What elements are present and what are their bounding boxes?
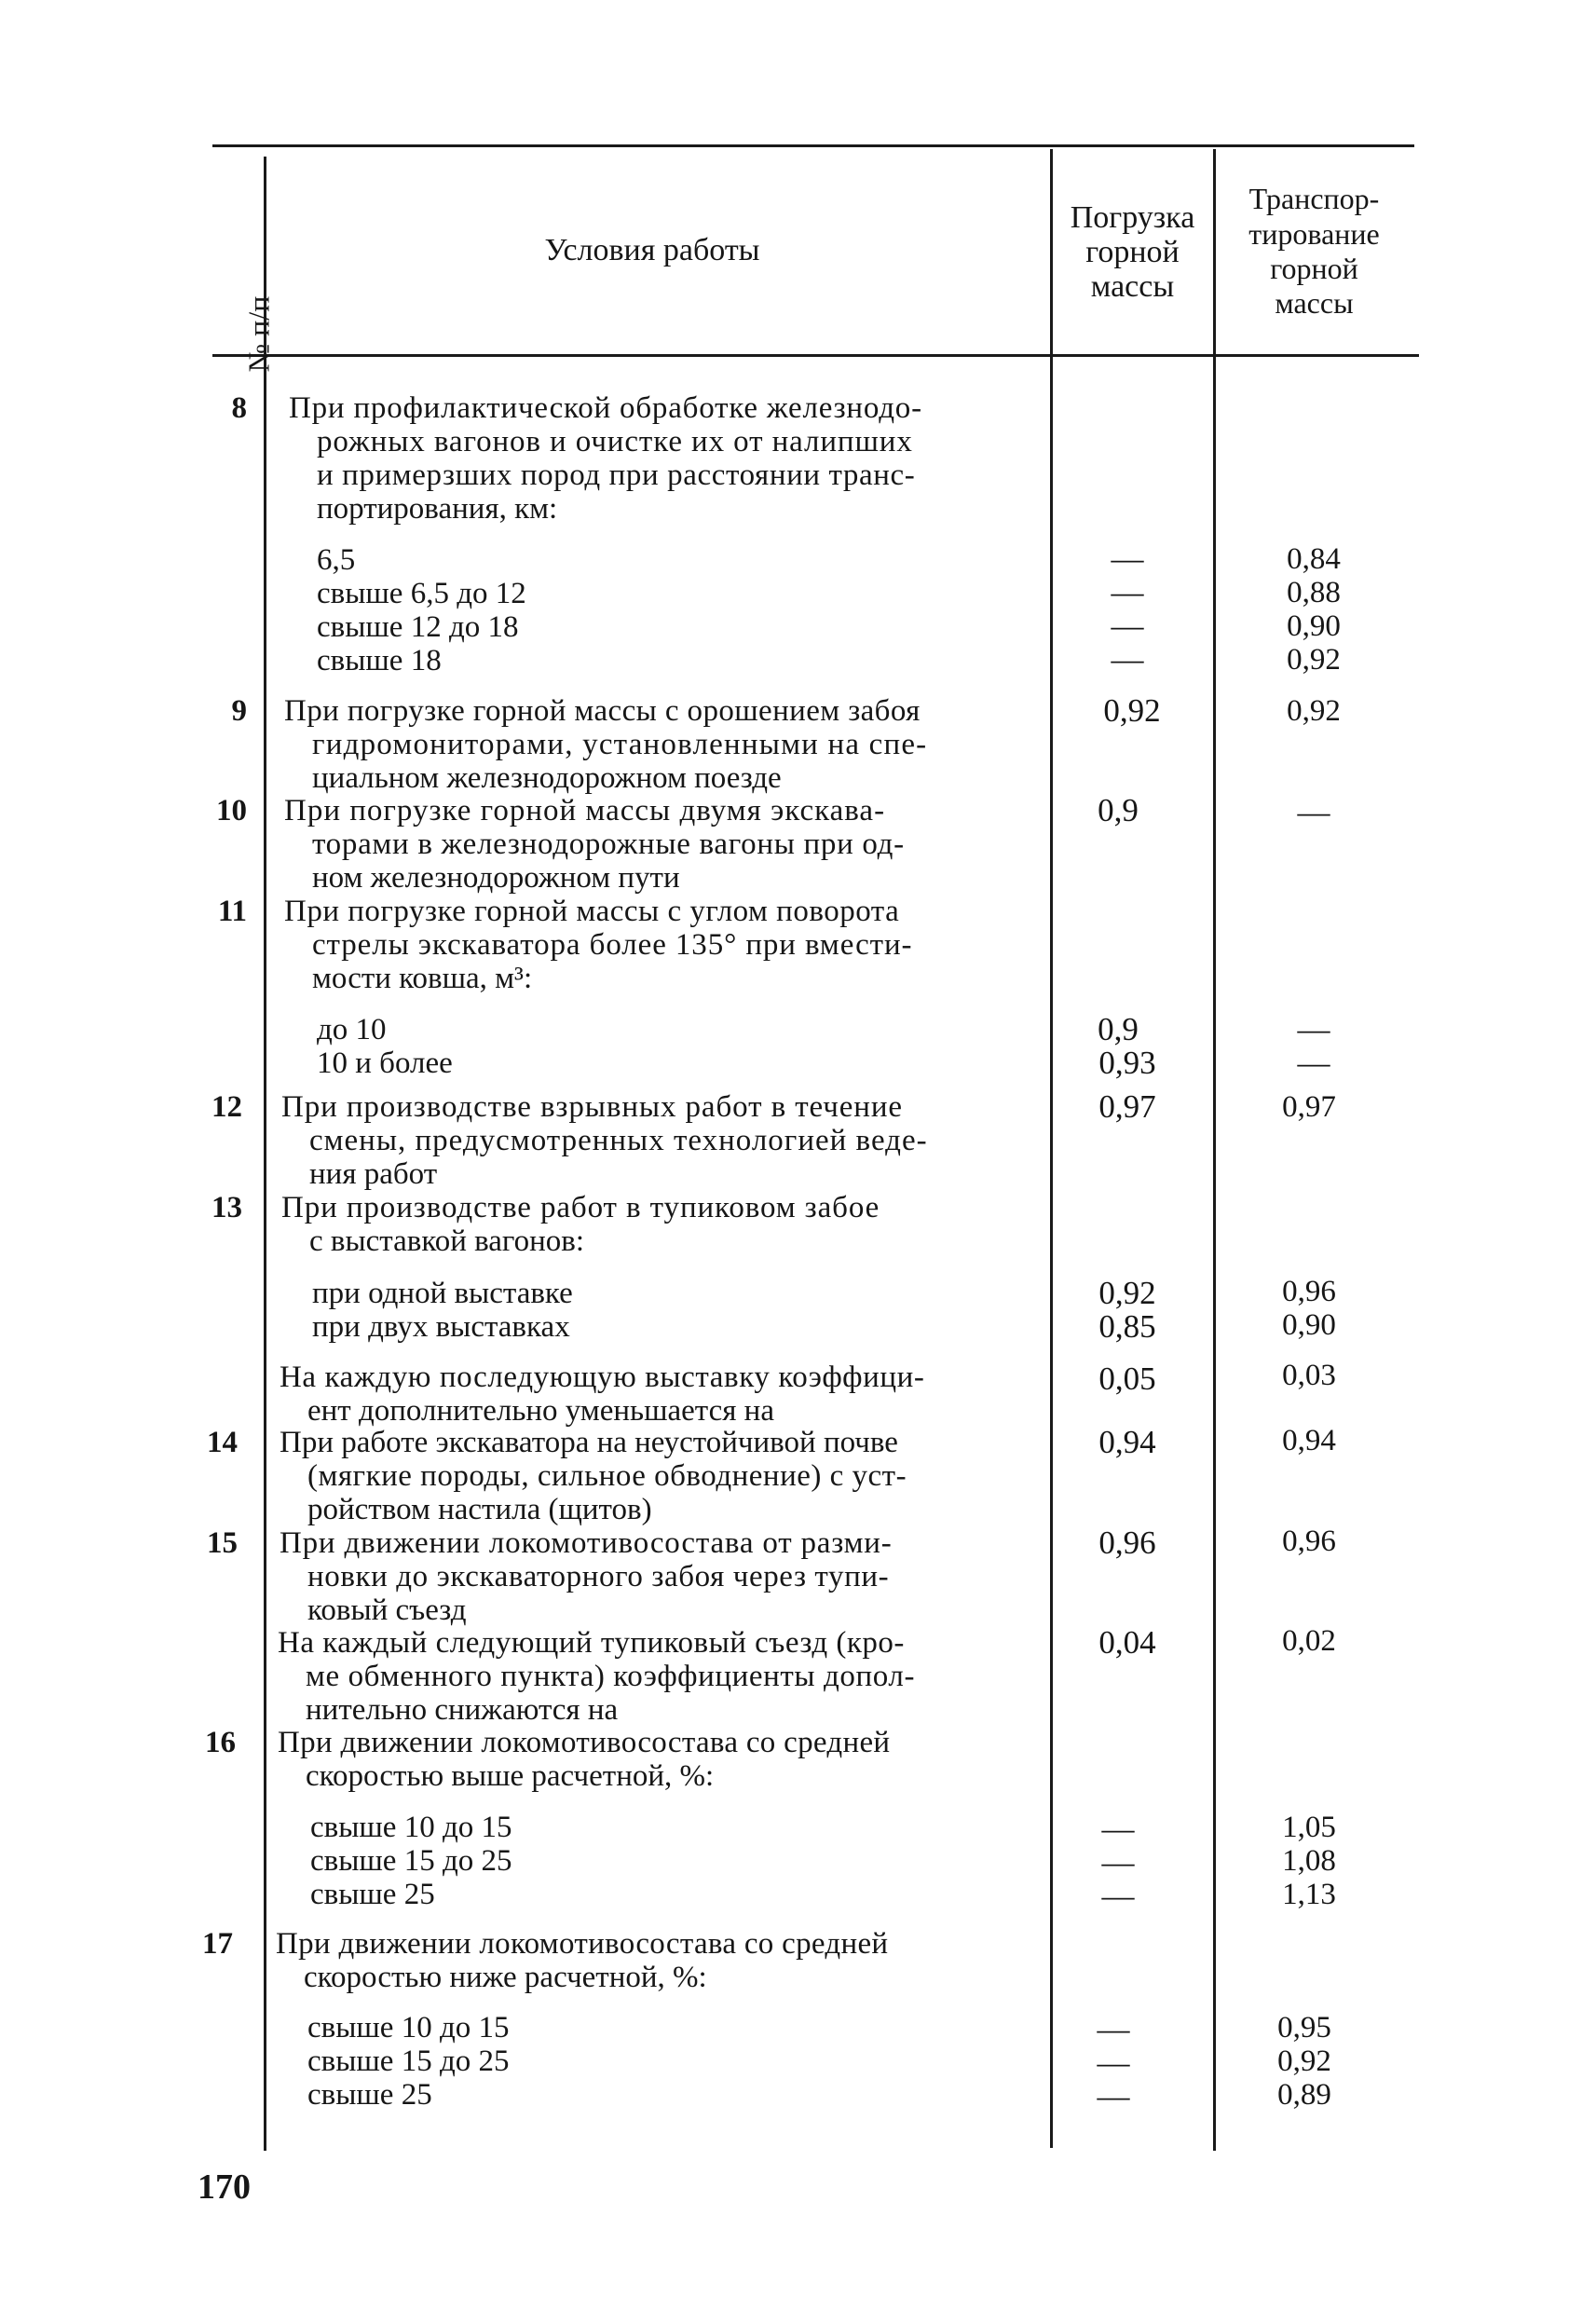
transport-value: 1,05: [1282, 1811, 1336, 1844]
transport-value: 0,92: [1287, 643, 1341, 677]
condition-line: новки до экскаваторного забоя через тупи-: [307, 1560, 890, 1593]
table-top-rule: [212, 144, 1414, 147]
sub-condition: свыше 10 до 15: [307, 2011, 510, 2044]
row-number: 14: [207, 1426, 238, 1459]
loading-value: 0,96: [1098, 1525, 1156, 1561]
loading-value: 0,05: [1098, 1361, 1156, 1397]
table-header-rule: [212, 354, 1419, 357]
loading-value: 0,93: [1098, 1045, 1156, 1081]
transport-value: 0,02: [1282, 1624, 1336, 1658]
loading-value: —: [1111, 574, 1144, 610]
header-transport-line: горной: [1270, 252, 1358, 285]
divider-num-col: [264, 157, 266, 2151]
row-number: 8: [231, 391, 247, 425]
condition-line: При погрузке горной массы двумя экскава-: [284, 794, 886, 827]
condition-line: циальном железнодорожном поезде: [312, 761, 782, 795]
sub-condition: свыше 6,5 до 12: [317, 577, 526, 610]
loading-value: 0,97: [1098, 1088, 1156, 1125]
header-loading-line: горной: [1085, 235, 1180, 269]
condition-line: При погрузке горной массы с орошением забоя: [284, 694, 921, 728]
condition-line: При производстве взрывных работ в течение: [281, 1090, 903, 1124]
condition-line: скоростью ниже расчетной, %:: [304, 1961, 707, 1994]
condition-line: ме обменного пункта) коэффициенты допол-: [306, 1660, 916, 1693]
sub-condition: до 10: [317, 1013, 387, 1046]
transport-value: 0,95: [1277, 2011, 1331, 2044]
transport-value: 0,92: [1287, 694, 1341, 728]
loading-value: 0,04: [1098, 1624, 1156, 1661]
row-number: 16: [205, 1726, 236, 1759]
condition-line: При движении локомотивосостава со средней: [276, 1927, 889, 1961]
sub-condition: свыше 15 до 25: [307, 2044, 510, 2078]
transport-value: 0,96: [1282, 1275, 1336, 1308]
row-number: 12: [211, 1090, 242, 1124]
loading-value: —: [1101, 1844, 1135, 1880]
transport-value: 1,08: [1282, 1844, 1336, 1878]
header-conditions: Условия работы: [544, 233, 760, 267]
condition-line: На каждый следующий тупиковый съезд (кро-: [278, 1626, 905, 1660]
condition-line: На каждую последующую выставку коэффици-: [280, 1361, 925, 1394]
condition-line: скоростью выше расчетной, %:: [306, 1759, 715, 1793]
condition-line: ройством настила (щитов): [307, 1493, 652, 1526]
condition-line: с выставкой вагонов:: [309, 1224, 585, 1258]
loading-value: —: [1101, 1811, 1135, 1847]
loading-value: —: [1111, 540, 1144, 577]
condition-line: При производстве работ в тупиковом забое: [281, 1191, 880, 1224]
sub-condition: свыше 25: [310, 1878, 435, 1911]
row-number: 13: [211, 1191, 242, 1224]
sub-condition: свыше 12 до 18: [317, 610, 519, 644]
loading-value: 0,9: [1098, 1011, 1139, 1047]
condition-line: При работе экскаватора на неустойчивой почве: [280, 1426, 898, 1459]
sub-condition: 10 и более: [317, 1046, 453, 1080]
row-number: 10: [216, 794, 247, 827]
sub-condition: 6,5: [317, 543, 356, 577]
condition-line: нительно снижаются на: [306, 1693, 619, 1727]
sub-condition: свыше 15 до 25: [310, 1844, 512, 1878]
transport-value: 0,90: [1282, 1308, 1336, 1342]
sub-condition: при одной выставке: [312, 1277, 573, 1310]
row-number: 15: [207, 1526, 238, 1560]
header-transport-line: Транспор-: [1248, 182, 1380, 215]
loading-value: —: [1097, 2011, 1130, 2047]
loading-value: 0,92: [1098, 1275, 1156, 1311]
loading-value: 0,85: [1098, 1308, 1156, 1345]
condition-line: ния работ: [309, 1157, 438, 1191]
transport-value: 1,13: [1282, 1878, 1336, 1911]
condition-line: мости ковша, м³:: [312, 962, 533, 995]
header-loading-line: массы: [1090, 269, 1175, 304]
transport-value: 0,96: [1282, 1525, 1336, 1558]
loading-value: 0,94: [1098, 1424, 1156, 1460]
transport-value: 0,03: [1282, 1359, 1336, 1392]
condition-line: ент дополнительно уменьшается на: [307, 1394, 774, 1428]
page-number: 170: [198, 2167, 251, 2207]
row-number: 11: [217, 895, 247, 928]
condition-line: смены, предусмотренных технологией веде-: [309, 1124, 928, 1157]
header-loading-line: Погрузка: [1070, 200, 1195, 235]
condition-line: При профилактической обработке железнодо-: [289, 391, 922, 425]
row-number: 17: [202, 1927, 233, 1961]
loading-value: —: [1097, 2044, 1130, 2081]
transport-value: —: [1297, 794, 1330, 830]
loading-value: 0,92: [1103, 692, 1161, 729]
condition-line: портирования, км:: [317, 492, 558, 526]
header-num: № п/п: [241, 295, 276, 373]
condition-line: При движении локомотивосостава со средней: [278, 1726, 891, 1759]
header-transport-line: массы: [1275, 286, 1354, 320]
sub-condition: свыше 25: [307, 2078, 432, 2112]
condition-line: рожных вагонов и очистке их от налипших: [317, 425, 913, 458]
transport-value: 0,90: [1287, 609, 1341, 643]
transport-value: —: [1297, 1045, 1330, 1081]
condition-line: ковый съезд: [307, 1593, 467, 1627]
condition-line: ном железнодорожном пути: [312, 861, 680, 895]
sub-condition: свыше 10 до 15: [310, 1811, 512, 1844]
transport-value: —: [1297, 1011, 1330, 1047]
transport-value: 0,84: [1287, 542, 1341, 576]
divider-transport-col: [1213, 149, 1216, 2151]
condition-line: гидромониторами, установленными на спе-: [312, 728, 928, 761]
loading-value: —: [1111, 608, 1144, 644]
transport-value: 0,89: [1277, 2078, 1331, 2112]
transport-value: 0,92: [1277, 2044, 1331, 2078]
loading-value: —: [1101, 1878, 1135, 1914]
condition-line: и примерзших пород при расстоянии транс-: [317, 458, 916, 492]
transport-value: 0,94: [1282, 1424, 1336, 1457]
condition-line: При движении локомотивосостава от разми-: [280, 1526, 893, 1560]
sub-condition: свыше 18: [317, 644, 442, 677]
loading-value: —: [1097, 2078, 1130, 2114]
loading-value: 0,9: [1098, 792, 1139, 828]
condition-line: При погрузке горной массы с углом поворота: [284, 895, 900, 928]
row-number: 9: [231, 694, 247, 728]
transport-value: 0,97: [1282, 1090, 1336, 1124]
condition-line: (мягкие породы, сильное обводнение) с уст-: [307, 1459, 907, 1493]
header-transport-line: тирование: [1248, 217, 1380, 251]
transport-value: 0,88: [1287, 576, 1341, 609]
sub-condition: при двух выставках: [312, 1310, 570, 1344]
loading-value: —: [1111, 641, 1144, 677]
condition-line: торами в железнодорожные вагоны при од-: [312, 827, 905, 861]
condition-line: стрелы экскаватора более 135° при вмести-: [312, 928, 913, 962]
